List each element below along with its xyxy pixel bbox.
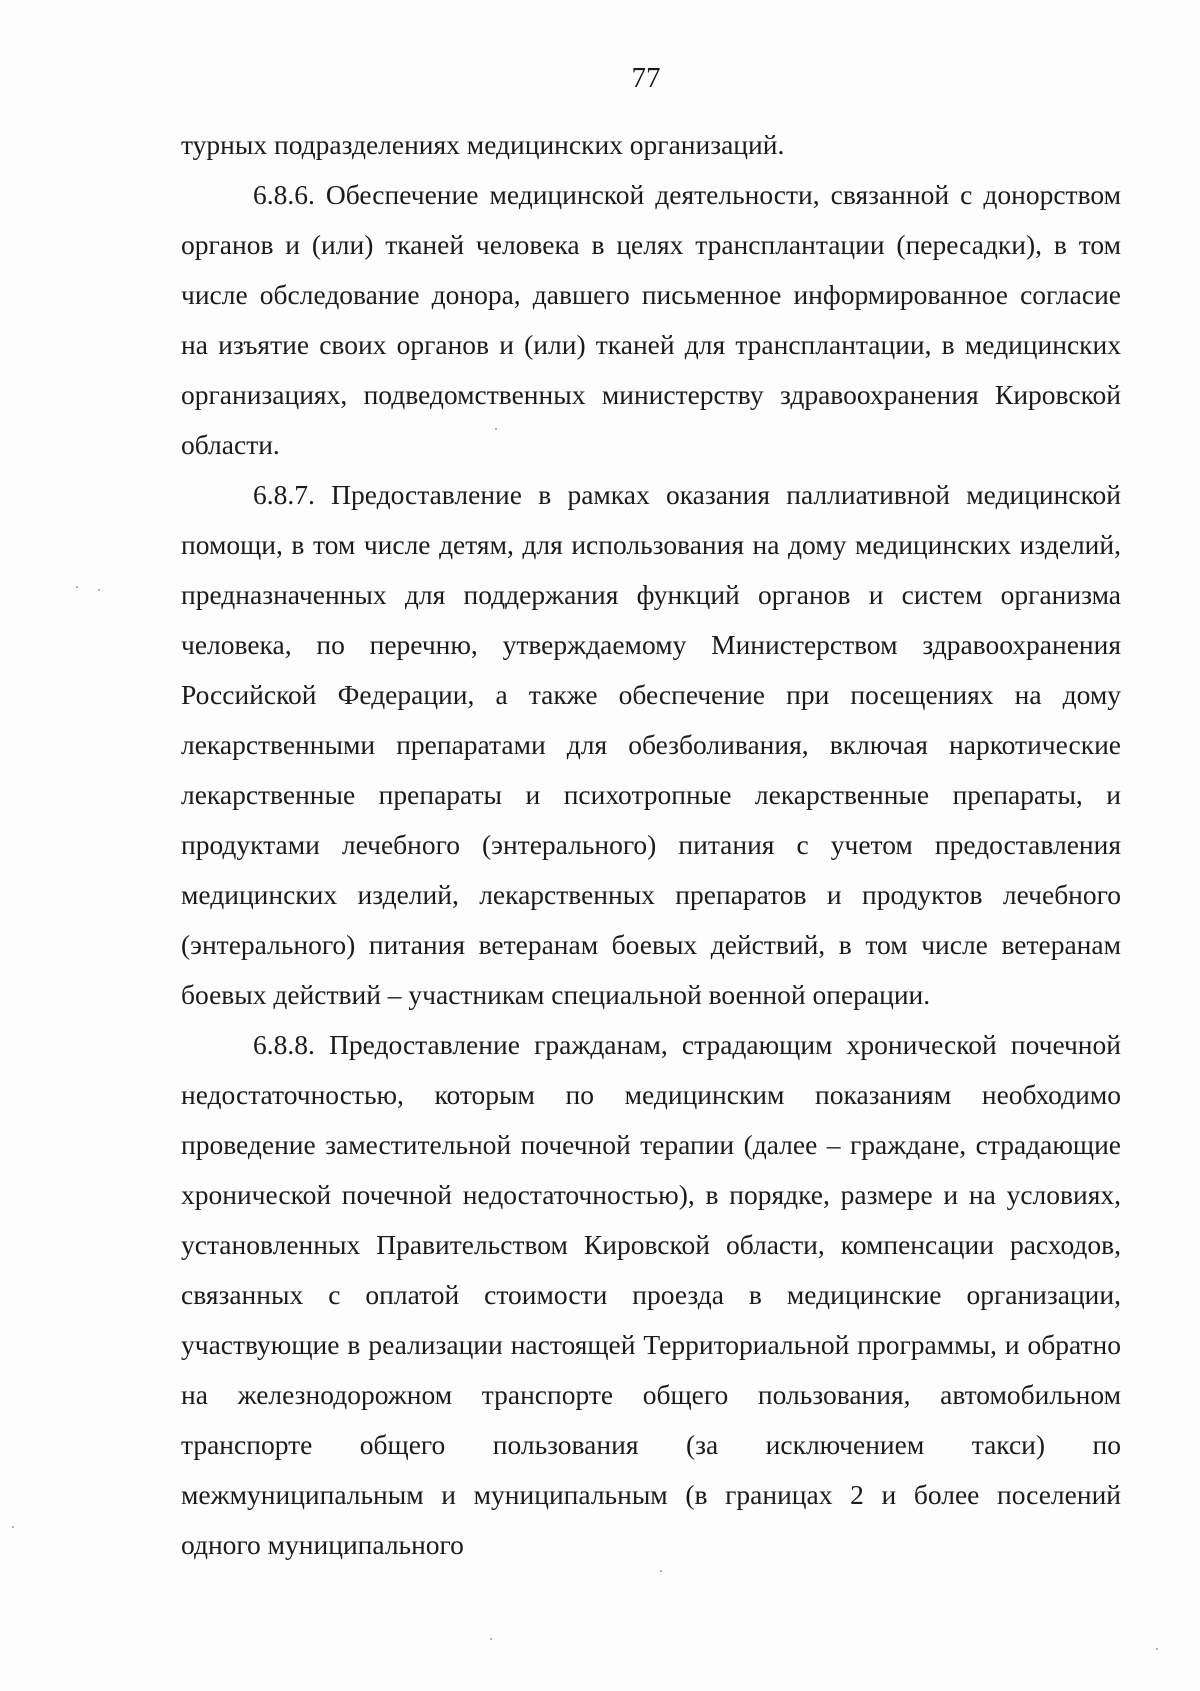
paragraph-6-8-7: 6.8.7. Предоставление в рамках оказания паллиативной медицинской помощи, в том числе детям, для использования на дому медицинских изделий, предназначенных для поддержания функций органов и систем организма человека, по перечню, утверждаемому Министерством здравоохранения Российской Федерации, а также обеспечение при посещениях на дому лекарственными препаратами для обезболивания, включая наркотические лекарственные препараты и психотропные лекарственные препараты, и продуктами лечебного (энтерального) питания с учетом предоставления медицинских изделий, лекарственных препаратов и продуктов лечебного (энтерального) питания ветеранам боевых действий, в том числе ветеранам боевых действий – участникам специальной военной операции. [181,479,1121,1010]
scan-speck [12,1526,14,1528]
scan-speck [490,1638,492,1640]
scan-speck [495,428,497,430]
scan-speck [76,586,78,588]
paragraph-6-8-8: 6.8.8. Предоставление гражданам, страдающим хронической почечной недостаточностью, которым по медицинским показаниям необходимо проведение заместительной почечной терапии (далее – граждане, страдающие хронической почечной недостаточностью), в порядке, размере и на условиях, установленных Правительством Кировской области, компенсации расходов, связанных с оплатой стоимости проезда в медицинские организации, участвующие в реализации настоящей Территориальной программы, и обратно на железнодорожном транспорте общего пользования, автомобильном транспорте общего пользования (за исключением такси) по межмуниципальным и муниципальным (в границах 2 и более поселений одного муниципального [181,1029,1121,1560]
page-number: 77 [631,62,661,94]
scan-speck [660,1570,662,1572]
paragraph-continuation: турных подразделениях медицинских организаций. [181,129,785,160]
document-text [181,120,1121,1570]
scan-speck [1156,1648,1158,1650]
paragraph-6-8-6: 6.8.6. Обеспечение медицинской деятельности, связанной с донорством органов и (или) тканей человека в целях трансплантации (пересадки), в том числе обследование донора, давшего письменное информированное согласие на изъятие своих органов и (или) тканей для трансплантации, в медицинских организациях, подведомственных министерству здравоохранения Кировской области. [181,179,1121,460]
scan-speck [98,589,100,591]
